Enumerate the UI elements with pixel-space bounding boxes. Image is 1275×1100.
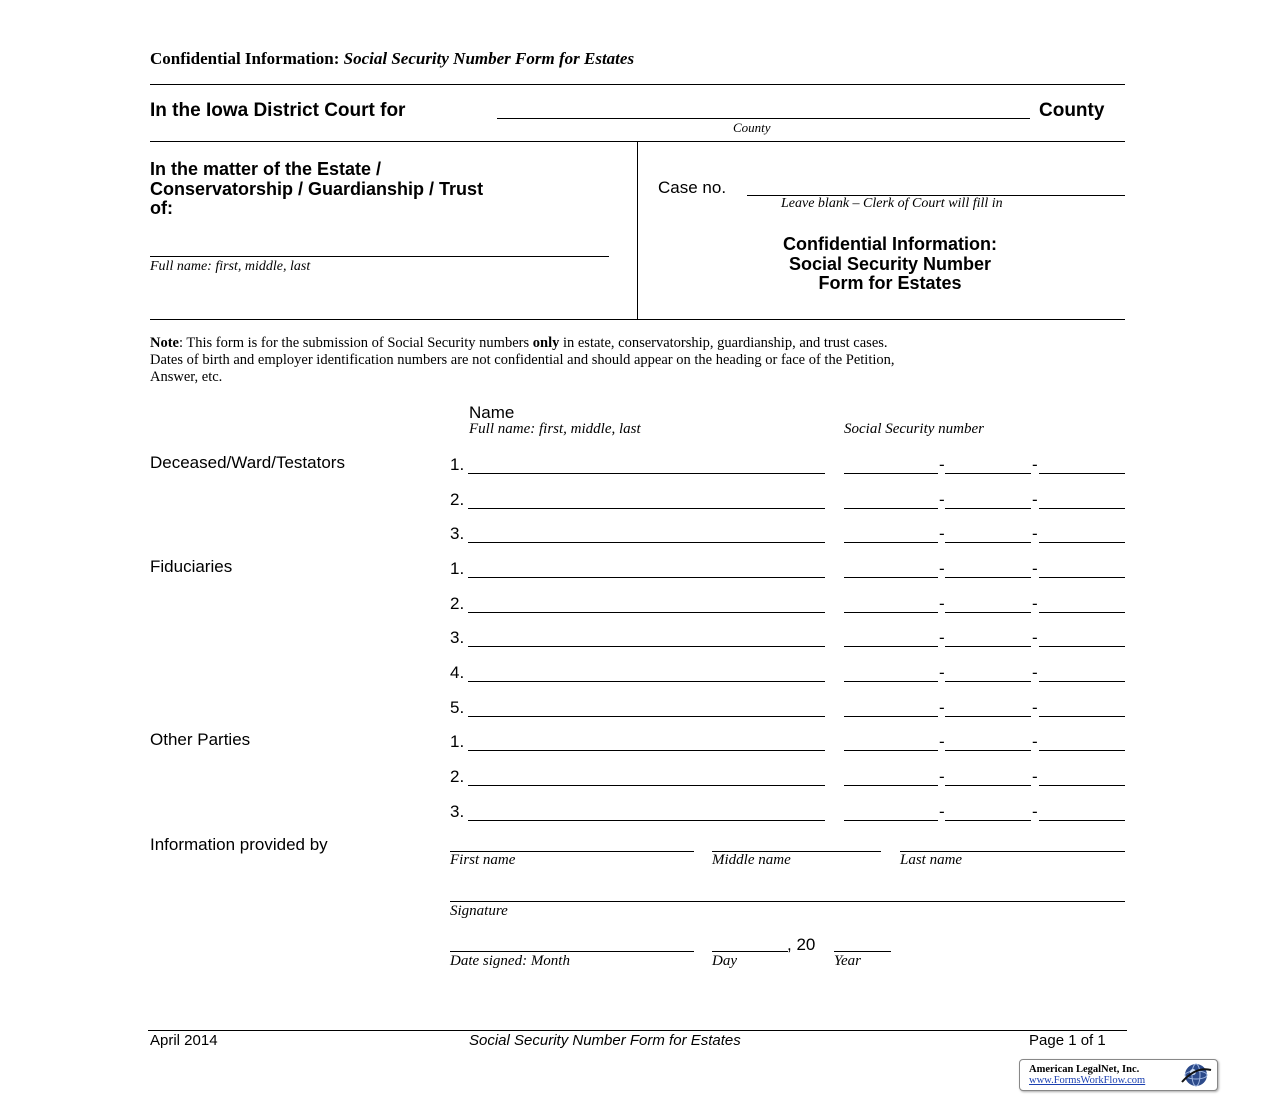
ssn-separator: - xyxy=(939,490,945,509)
row-number: 5. xyxy=(450,698,465,717)
ssn-separator: - xyxy=(1032,524,1038,543)
year-input[interactable] xyxy=(834,930,891,952)
fiduciary-ssn-serial-input[interactable] xyxy=(1039,660,1125,682)
ssn-separator: - xyxy=(1032,698,1038,717)
deceased-ssn-serial-input[interactable] xyxy=(1039,487,1125,509)
row-number: 4. xyxy=(450,663,465,682)
matter-name-caption: Full name: first, middle, last xyxy=(150,259,311,274)
footer-date: April 2014 xyxy=(150,1032,218,1049)
form-title-line-3: Form for Estates xyxy=(818,273,962,293)
form-title xyxy=(700,235,1080,294)
note-text-a: : This form is for the submission of Social Security numbers xyxy=(179,335,533,351)
fiduciary-ssn-area-input[interactable] xyxy=(844,591,938,613)
matter-heading xyxy=(150,160,483,219)
form-title-line-1: Confidential Information: xyxy=(783,234,997,254)
row-number: 2. xyxy=(450,594,465,613)
day-caption: Day xyxy=(712,953,737,969)
county-input[interactable] xyxy=(497,97,1030,119)
matter-line-1: In the matter of the Estate / xyxy=(150,159,382,179)
fiduciary-name-input[interactable] xyxy=(468,625,825,647)
other-name-input[interactable] xyxy=(468,729,825,751)
row-number: 3. xyxy=(450,524,465,543)
note-line-2: Dates of birth and employer identification numbers are not confidential and should appear on the heading or face of the Petition, xyxy=(150,352,895,368)
name-column-caption: Full name: first, middle, last xyxy=(469,421,641,437)
other-ssn-group-input[interactable] xyxy=(945,799,1031,821)
ssn-separator: - xyxy=(1032,490,1038,509)
row-number: 2. xyxy=(450,490,465,509)
other-ssn-group-input[interactable] xyxy=(945,764,1031,786)
caption-bottom-divider xyxy=(150,319,1125,320)
badge-url[interactable]: www.FormsWorkFlow.com xyxy=(1029,1075,1146,1086)
fiduciary-ssn-serial-input[interactable] xyxy=(1039,556,1125,578)
section-deceased: Deceased/Ward/Testators xyxy=(150,453,345,472)
other-ssn-area-input[interactable] xyxy=(844,729,938,751)
ssn-separator: - xyxy=(939,767,945,786)
row-number: 3. xyxy=(450,802,465,821)
middle-name-caption: Middle name xyxy=(712,852,791,868)
year-caption: Year xyxy=(834,953,861,969)
ssn-separator: - xyxy=(1032,594,1038,613)
deceased-name-input[interactable] xyxy=(468,521,825,543)
header-divider xyxy=(150,84,1125,85)
other-ssn-group-input[interactable] xyxy=(945,729,1031,751)
note-bold-word: only xyxy=(532,335,560,351)
deceased-name-input[interactable] xyxy=(468,452,825,474)
fiduciary-name-input[interactable] xyxy=(468,591,825,613)
section-other-parties: Other Parties xyxy=(150,730,251,749)
legalnet-badge[interactable] xyxy=(1019,1059,1218,1091)
ssn-separator: - xyxy=(1032,802,1038,821)
section-provided-by: Information provided by xyxy=(150,835,328,854)
case-label: Case no. xyxy=(658,178,727,197)
other-ssn-serial-input[interactable] xyxy=(1039,729,1125,751)
note-text-b: in estate, conservatorship, guardianship, and trust cases. xyxy=(559,335,888,351)
name-column-header: Name xyxy=(469,403,515,422)
case-number-input[interactable] xyxy=(747,174,1125,196)
badge-company: American LegalNet, Inc. xyxy=(1029,1064,1140,1075)
signature-caption: Signature xyxy=(450,903,508,919)
month-caption: Date signed: Month xyxy=(450,953,570,969)
other-ssn-area-input[interactable] xyxy=(844,764,938,786)
footer-page: Page 1 of 1 xyxy=(1029,1032,1106,1049)
fiduciary-name-input[interactable] xyxy=(468,660,825,682)
other-name-input[interactable] xyxy=(468,799,825,821)
court-suffix: County xyxy=(1039,100,1105,121)
deceased-name-input[interactable] xyxy=(468,487,825,509)
year-prefix: , 20 xyxy=(787,935,816,954)
note-line-3: Answer, etc. xyxy=(150,369,223,385)
other-ssn-area-input[interactable] xyxy=(844,799,938,821)
note-paragraph xyxy=(150,335,1140,386)
other-name-input[interactable] xyxy=(468,764,825,786)
case-caption: Leave blank – Clerk of Court will fill in xyxy=(781,196,1003,211)
fiduciary-ssn-area-input[interactable] xyxy=(844,556,938,578)
ssn-separator: - xyxy=(939,594,945,613)
footer-divider xyxy=(148,1030,1127,1031)
ssn-separator: - xyxy=(1032,559,1038,578)
court-prefix: In the Iowa District Court for xyxy=(150,100,406,121)
note-label: Note xyxy=(150,335,179,351)
matter-line-3: of: xyxy=(150,198,173,218)
ssn-separator: - xyxy=(939,524,945,543)
fiduciary-ssn-group-input[interactable] xyxy=(945,591,1031,613)
matter-line-2: Conservatorship / Guardianship / Trust xyxy=(150,178,484,199)
caption-column-divider xyxy=(637,142,638,319)
deceased-ssn-group-input[interactable] xyxy=(945,452,1031,474)
ssn-separator: - xyxy=(939,663,945,682)
row-number: 1. xyxy=(450,455,465,474)
ssn-separator: - xyxy=(1032,455,1038,474)
fiduciary-ssn-group-input[interactable] xyxy=(945,660,1031,682)
header-title-bold: Confidential Information: xyxy=(150,49,340,68)
signature-input[interactable] xyxy=(450,880,1125,902)
ssn-column-caption: Social Security number xyxy=(844,421,984,437)
deceased-ssn-group-input[interactable] xyxy=(945,487,1031,509)
fiduciary-ssn-group-input[interactable] xyxy=(945,695,1031,717)
deceased-ssn-serial-input[interactable] xyxy=(1039,452,1125,474)
ssn-separator: - xyxy=(939,559,945,578)
ssn-separator: - xyxy=(939,455,945,474)
row-number: 3. xyxy=(450,628,465,647)
month-input[interactable] xyxy=(450,930,694,952)
fiduciary-ssn-area-input[interactable] xyxy=(844,625,938,647)
document-header xyxy=(150,49,634,69)
ssn-separator: - xyxy=(1032,732,1038,751)
other-ssn-serial-input[interactable] xyxy=(1039,764,1125,786)
fiduciary-ssn-area-input[interactable] xyxy=(844,695,938,717)
ssn-separator: - xyxy=(939,698,945,717)
ssn-separator: - xyxy=(1032,663,1038,682)
deceased-ssn-area-input[interactable] xyxy=(844,487,938,509)
fiduciary-ssn-group-input[interactable] xyxy=(945,556,1031,578)
ssn-separator: - xyxy=(1032,767,1038,786)
globe-icon xyxy=(1178,1062,1214,1088)
footer-title: Social Security Number Form for Estates xyxy=(469,1032,741,1049)
day-input[interactable] xyxy=(712,930,788,952)
fiduciary-ssn-group-input[interactable] xyxy=(945,625,1031,647)
fiduciary-ssn-serial-input[interactable] xyxy=(1039,625,1125,647)
form-title-line-2: Social Security Number xyxy=(788,253,992,274)
row-number: 2. xyxy=(450,767,465,786)
row-number: 1. xyxy=(450,732,465,751)
deceased-ssn-area-input[interactable] xyxy=(844,452,938,474)
fiduciary-name-input[interactable] xyxy=(468,556,825,578)
deceased-ssn-area-input[interactable] xyxy=(844,521,938,543)
other-ssn-serial-input[interactable] xyxy=(1039,799,1125,821)
ssn-separator: - xyxy=(939,802,945,821)
fiduciary-name-input[interactable] xyxy=(468,695,825,717)
fiduciary-ssn-area-input[interactable] xyxy=(844,660,938,682)
section-fiduciaries: Fiduciaries xyxy=(150,557,233,576)
deceased-ssn-serial-input[interactable] xyxy=(1039,521,1125,543)
county-caption: County xyxy=(733,120,771,135)
matter-name-input[interactable] xyxy=(150,235,609,257)
first-name-caption: First name xyxy=(450,852,516,868)
header-title-italic: Social Security Number Form for Estates xyxy=(343,49,635,68)
fiduciary-ssn-serial-input[interactable] xyxy=(1039,591,1125,613)
first-name-input[interactable] xyxy=(450,830,694,852)
last-name-caption: Last name xyxy=(900,852,963,868)
middle-name-input[interactable] xyxy=(712,830,881,852)
ssn-separator: - xyxy=(939,732,945,751)
row-number: 1. xyxy=(450,559,465,578)
ssn-separator: - xyxy=(939,628,945,647)
fiduciary-ssn-serial-input[interactable] xyxy=(1039,695,1125,717)
ssn-separator: - xyxy=(1032,628,1038,647)
last-name-input[interactable] xyxy=(900,830,1125,852)
deceased-ssn-group-input[interactable] xyxy=(945,521,1031,543)
